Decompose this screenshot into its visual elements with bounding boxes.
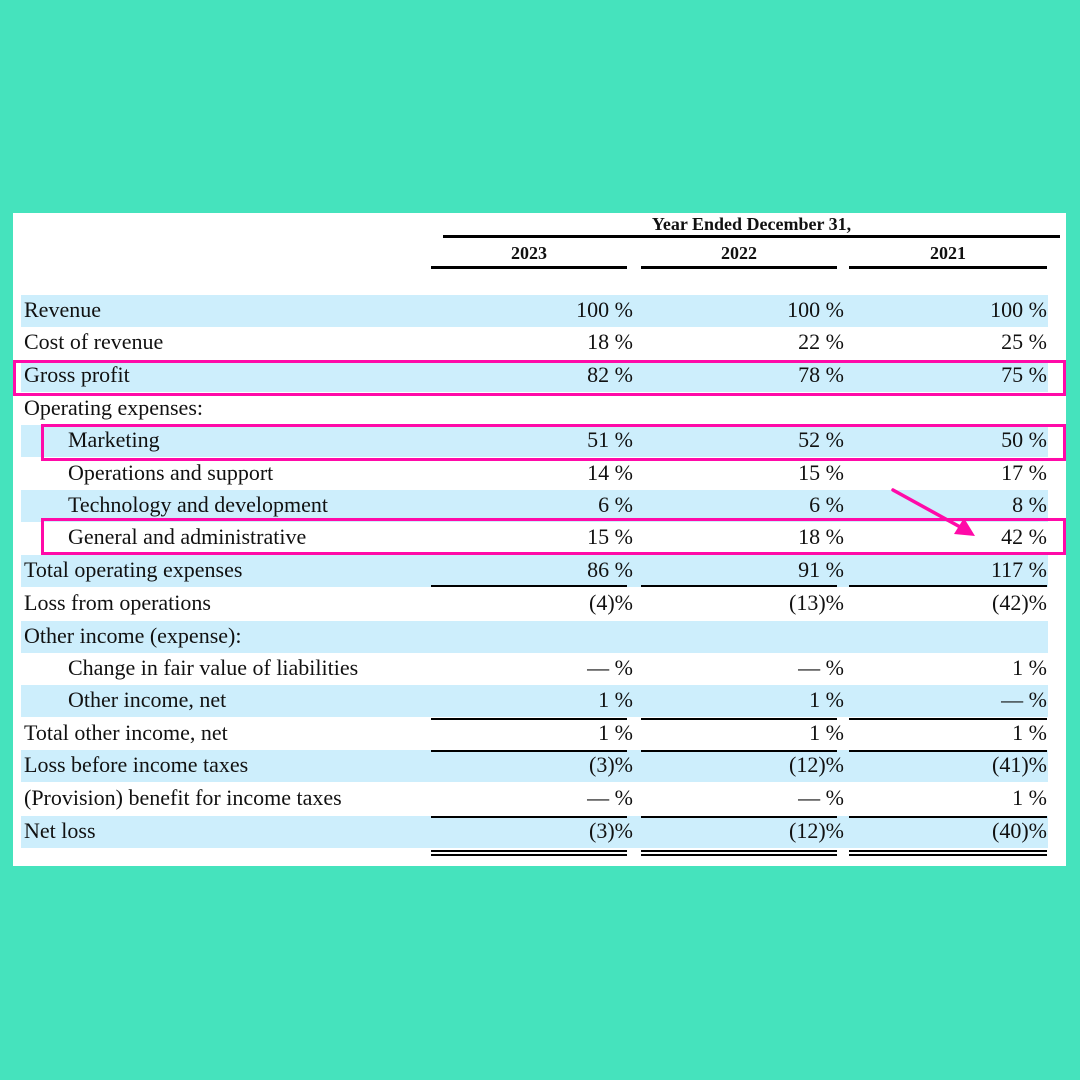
value-cell-2023: 100 %: [576, 297, 633, 322]
value-cell-2023: 6 %: [598, 492, 633, 517]
value-cell-2023: (3)%: [589, 818, 633, 843]
value-cell-2023: 82 %: [587, 362, 633, 387]
value-cell-2021: 25 %: [1001, 329, 1047, 354]
value-cell-2023: — %: [587, 655, 633, 680]
subtotal-rule: [431, 816, 627, 818]
year-2022-header: 2022: [721, 243, 757, 263]
value-cell-2021: 1 %: [1012, 785, 1047, 810]
value-cell-2022: — %: [798, 785, 844, 810]
table-row: [21, 555, 1048, 587]
row-label: Change in fair value of liabilities: [68, 655, 359, 680]
row-label: Net loss: [24, 818, 96, 843]
row-label: Other income, net: [68, 687, 227, 712]
value-cell-2022: — %: [798, 655, 844, 680]
value-cell-2023: 1 %: [598, 687, 633, 712]
table-row: [21, 783, 1048, 815]
subtotal-rule: [641, 816, 837, 818]
value-cell-2021: 1 %: [1012, 720, 1047, 745]
table-row: [21, 685, 1048, 717]
value-cell-2021: 100 %: [990, 297, 1047, 322]
row-label: Gross profit: [24, 362, 130, 387]
table-row: [21, 816, 1048, 848]
row-label: Total operating expenses: [24, 557, 243, 582]
subtotal-rule: [641, 750, 837, 752]
table-row: [21, 588, 1048, 620]
value-cell-2021: 50 %: [1001, 427, 1047, 452]
subtotal-rule: [849, 718, 1047, 720]
year-rule: [431, 266, 627, 269]
value-cell-2022: 100 %: [787, 297, 844, 322]
row-label: Total other income, net: [24, 720, 228, 745]
value-cell-2021: 1 %: [1012, 655, 1047, 680]
table-row: [21, 327, 1048, 359]
table-row: [21, 425, 1048, 457]
header-rule: [443, 235, 1060, 238]
row-label: Revenue: [24, 297, 101, 322]
subtotal-rule: [431, 718, 627, 720]
row-label: General and administrative: [68, 524, 307, 549]
table-row: [21, 718, 1048, 750]
value-cell-2021: 8 %: [1012, 492, 1047, 517]
subtotal-rule: [641, 718, 837, 720]
table-row: [21, 295, 1048, 327]
row-label: Operating expenses:: [24, 395, 203, 420]
value-cell-2021: (41)%: [992, 752, 1047, 777]
row-label: Cost of revenue: [24, 329, 164, 354]
table-row: [21, 360, 1048, 392]
row-label: (Provision) benefit for income taxes: [24, 785, 342, 810]
subtotal-rule: [849, 585, 1047, 587]
row-label: Other income (expense):: [24, 623, 242, 648]
row-label: Loss from operations: [24, 590, 211, 615]
table-row: [21, 393, 1048, 425]
value-cell-2022: 15 %: [798, 460, 844, 485]
subtotal-rule: [641, 585, 837, 587]
value-cell-2021: 17 %: [1001, 460, 1047, 485]
value-cell-2022: (12)%: [789, 752, 844, 777]
subtotal-rule: [431, 750, 627, 752]
period-header: Year Ended December 31,: [651, 214, 852, 234]
row-label: Operations and support: [68, 460, 274, 485]
row-label: Technology and development: [68, 492, 328, 517]
value-cell-2022: 52 %: [798, 427, 844, 452]
value-cell-2021: 42 %: [1001, 524, 1047, 549]
total-double-rule: [431, 850, 627, 856]
arrow-annotation-icon: [880, 480, 990, 550]
value-cell-2023: 51 %: [587, 427, 633, 452]
value-cell-2022: (13)%: [789, 590, 844, 615]
value-cell-2022: 6 %: [809, 492, 844, 517]
value-cell-2022: 1 %: [809, 687, 844, 712]
value-cell-2021: (40)%: [992, 818, 1047, 843]
value-cell-2023: (3)%: [589, 752, 633, 777]
subtotal-rule: [431, 585, 627, 587]
value-cell-2022: 1 %: [809, 720, 844, 745]
value-cell-2023: (4)%: [589, 590, 633, 615]
year-rule: [849, 266, 1047, 269]
value-cell-2021: 75 %: [1001, 362, 1047, 387]
value-cell-2022: 22 %: [798, 329, 844, 354]
value-cell-2021: — %: [1001, 687, 1047, 712]
total-double-rule: [641, 850, 837, 856]
value-cell-2023: — %: [587, 785, 633, 810]
row-label: Loss before income taxes: [24, 752, 249, 777]
value-cell-2023: 15 %: [587, 524, 633, 549]
value-cell-2021: (42)%: [992, 590, 1047, 615]
year-2021-header: 2021: [930, 243, 966, 263]
value-cell-2023: 1 %: [598, 720, 633, 745]
year-rule: [641, 266, 837, 269]
value-cell-2023: 14 %: [587, 460, 633, 485]
value-cell-2022: (12)%: [789, 818, 844, 843]
row-label: Marketing: [68, 427, 160, 452]
value-cell-2022: 78 %: [798, 362, 844, 387]
table-row: [21, 750, 1048, 782]
table-row: [21, 621, 1048, 653]
value-cell-2023: 86 %: [587, 557, 633, 582]
value-cell-2022: 91 %: [798, 557, 844, 582]
year-2023-header: 2023: [511, 243, 547, 263]
value-cell-2023: 18 %: [587, 329, 633, 354]
subtotal-rule: [849, 750, 1047, 752]
table-row: [21, 653, 1048, 685]
total-double-rule: [849, 850, 1047, 856]
value-cell-2022: 18 %: [798, 524, 844, 549]
value-cell-2021: 117 %: [990, 557, 1047, 582]
subtotal-rule: [849, 816, 1047, 818]
